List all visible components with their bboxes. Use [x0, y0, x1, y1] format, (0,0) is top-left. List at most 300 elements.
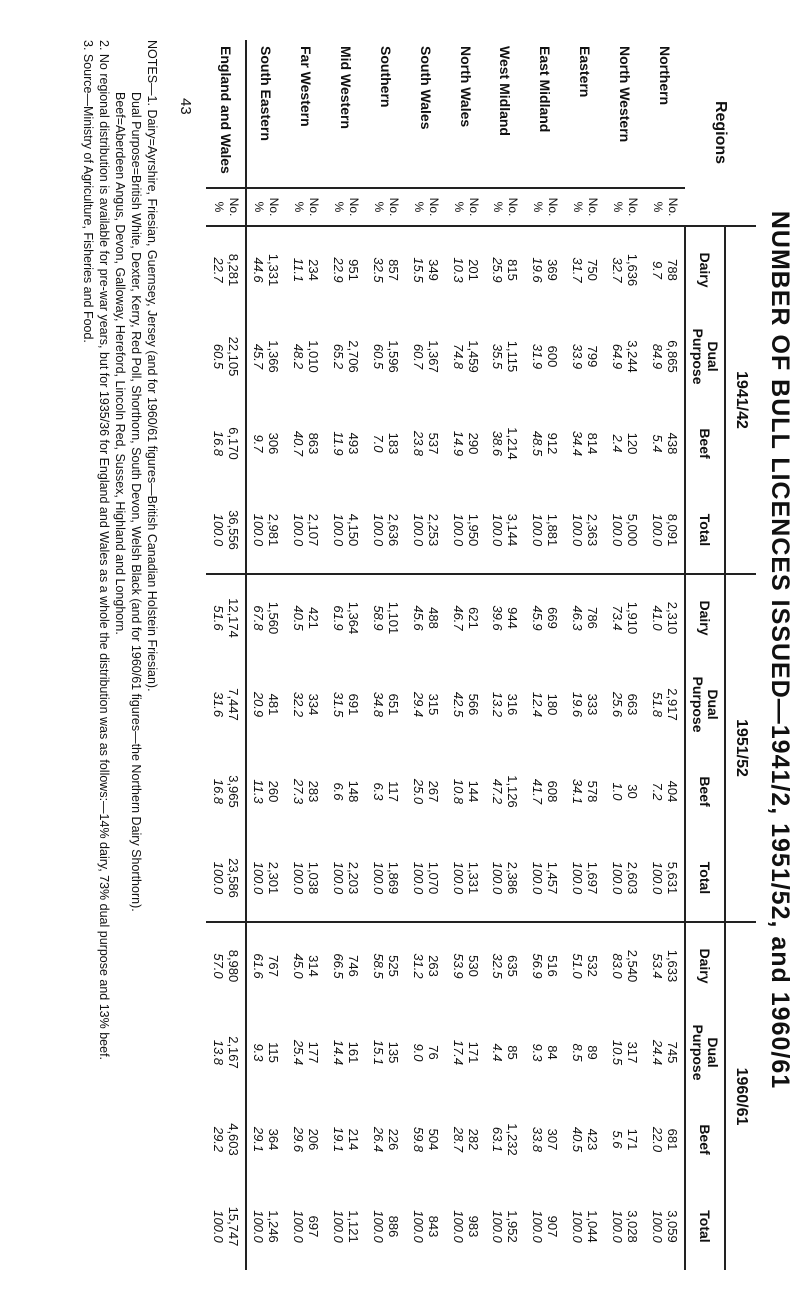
unit-labels: [366, 188, 406, 226]
percent-value: 15.1: [370, 1039, 386, 1066]
unit-labels: [326, 188, 366, 226]
table-cell: [605, 835, 645, 922]
region-name: South Eastern: [246, 40, 286, 188]
percent-value: 38.6: [490, 430, 506, 457]
unit-label: %: [371, 201, 386, 213]
percent-value: 84.9: [649, 343, 665, 370]
count-value: 912: [545, 432, 561, 455]
table-cell: [605, 1183, 645, 1270]
table-cell: [446, 1183, 486, 1270]
table-cell: [645, 1183, 685, 1270]
count-value: 6,170: [225, 427, 241, 460]
percent-value: 24.4: [649, 1039, 665, 1066]
percent-value: 8.5: [570, 1043, 586, 1062]
region-name: East Midland: [525, 40, 565, 188]
table-cell: [326, 661, 366, 748]
table-cell: [326, 1096, 366, 1183]
column-header: Dairy: [685, 574, 725, 661]
percent-value: 83.0: [610, 953, 626, 979]
percent-value: 6.3: [370, 782, 386, 801]
percent-value: 13.2: [490, 691, 506, 718]
count-value: 315: [425, 693, 441, 716]
count-value: 516: [545, 955, 561, 977]
table-cell: [406, 922, 446, 1009]
percent-value: 100.0: [410, 861, 426, 895]
table-row: [565, 40, 605, 1270]
note-line: NOTES—1. Dairy=Ayrshire, Friesian, Guernsey, Jersey (and for 1960/61 figures—British Canadian Holstein Friesian).: [145, 40, 159, 692]
count-value: 180: [545, 693, 561, 716]
percent-value: 12.4: [530, 691, 546, 718]
column-header: Beef: [685, 400, 725, 487]
table-cell: [246, 1009, 286, 1096]
percent-value: 46.7: [450, 605, 466, 631]
percent-value: 100.0: [330, 513, 346, 547]
table-cell: [286, 1183, 326, 1270]
percent-value: 40.5: [570, 1126, 586, 1153]
count-value: 171: [625, 1128, 641, 1151]
percent-value: 60.5: [370, 343, 386, 370]
notes: [80, 40, 160, 1270]
count-value: 3,244: [625, 340, 641, 373]
percent-value: 33.8: [530, 1126, 546, 1153]
percent-value: 57.0: [210, 953, 226, 979]
table-cell: [565, 1096, 605, 1183]
table-cell: [645, 748, 685, 835]
percent-value: 16.8: [210, 430, 226, 457]
percent-value: 100.0: [370, 513, 386, 547]
table-cell: [565, 835, 605, 922]
unit-label: No.: [586, 197, 601, 217]
table-cell: [286, 1009, 326, 1096]
percent-value: 40.7: [290, 430, 306, 457]
table-cell: [326, 226, 366, 313]
table-cell: [206, 1183, 246, 1270]
percent-value: 10.5: [610, 1039, 626, 1066]
count-value: 786: [585, 607, 601, 629]
count-value: 8,091: [664, 513, 680, 547]
percent-value: 5.6: [610, 1130, 626, 1149]
column-header: Dual Purpose: [685, 661, 725, 748]
table-cell: [366, 1096, 406, 1183]
table-cell: [605, 487, 645, 574]
count-value: 745: [664, 1041, 680, 1064]
table-cell: [366, 226, 406, 313]
table-cell: [286, 922, 326, 1009]
percent-value: 64.9: [610, 343, 626, 370]
percent-value: 100.0: [570, 1210, 586, 1243]
percent-value: 100.0: [490, 513, 506, 547]
table-cell: [446, 661, 486, 748]
percent-value: 22.7: [210, 257, 226, 283]
table-cell: [645, 661, 685, 748]
percent-value: 31.6: [210, 691, 226, 718]
count-value: 3,059: [664, 1210, 680, 1243]
percent-value: 53.4: [649, 953, 665, 979]
table-cell: [406, 748, 446, 835]
table-cell: [206, 1009, 246, 1096]
percent-value: 11.3: [251, 779, 267, 804]
percent-value: 100.0: [490, 1210, 506, 1243]
percent-value: 100.0: [649, 513, 665, 547]
column-header: Dairy: [685, 922, 725, 1009]
count-value: 1,366: [266, 340, 282, 373]
table-cell: [406, 1009, 446, 1096]
table-cell: [525, 400, 565, 487]
percent-value: 100.0: [330, 861, 346, 895]
percent-value: 100.0: [370, 861, 386, 895]
unit-label: No.: [386, 197, 401, 217]
count-value: 2,107: [305, 513, 321, 547]
table-cell: [525, 574, 565, 661]
table-cell: [406, 487, 446, 574]
table-row: [525, 40, 565, 1270]
count-value: 8,980: [225, 949, 241, 983]
count-value: 566: [465, 693, 481, 716]
unit-labels: [206, 188, 246, 226]
table-cell: [485, 661, 525, 748]
table-cell: [525, 661, 565, 748]
count-value: 2,540: [625, 949, 641, 983]
count-value: 1,364: [345, 601, 361, 635]
count-value: 334: [305, 693, 321, 716]
count-value: 314: [305, 955, 321, 977]
count-value: 4,150: [345, 513, 361, 547]
count-value: 1,101: [385, 601, 401, 635]
table-cell: [446, 835, 486, 922]
count-value: 1,636: [625, 253, 641, 287]
count-value: 746: [345, 955, 361, 977]
count-value: 2,167: [225, 1036, 241, 1069]
percent-value: 32.7: [610, 257, 626, 283]
unit-labels: [645, 188, 685, 226]
percent-value: 59.8: [410, 1126, 426, 1153]
count-value: 843: [425, 1215, 441, 1238]
table-cell: [565, 1183, 605, 1270]
percent-value: 31.7: [570, 257, 586, 283]
percent-value: 7.2: [649, 782, 665, 801]
unit-labels: [446, 188, 486, 226]
count-value: 177: [305, 1041, 321, 1064]
count-value: 171: [465, 1041, 481, 1064]
table-cell: [565, 1009, 605, 1096]
count-value: 815: [505, 259, 521, 281]
table-cell: [605, 1009, 645, 1096]
count-value: 863: [305, 432, 321, 455]
table-cell: [406, 400, 446, 487]
unit-label: %: [291, 201, 306, 213]
count-value: 1,952: [505, 1210, 521, 1243]
unit-label: %: [491, 201, 506, 213]
percent-value: 15.5: [410, 257, 426, 283]
percent-value: 58.9: [370, 605, 386, 631]
table-cell: [485, 748, 525, 835]
count-value: 635: [505, 955, 521, 977]
count-value: 316: [505, 693, 521, 716]
count-value: 1,214: [505, 427, 521, 460]
table-cell: [286, 226, 326, 313]
table-row: [206, 40, 246, 1270]
percent-value: 100.0: [649, 1210, 665, 1243]
column-header: Total: [685, 1183, 725, 1270]
period-header: 1951/52: [725, 574, 756, 922]
count-value: 488: [425, 607, 441, 629]
table-row: [246, 40, 286, 1270]
percent-value: 100.0: [251, 861, 267, 895]
percent-value: 19.1: [330, 1126, 346, 1153]
count-value: 8,281: [225, 253, 241, 287]
count-value: 2,981: [266, 513, 282, 547]
count-value: 608: [545, 780, 561, 803]
percent-value: 63.1: [490, 1126, 506, 1153]
count-value: 951: [345, 259, 361, 281]
region-name: Northern: [645, 40, 685, 188]
percent-value: 34.1: [570, 778, 586, 805]
table-cell: [645, 400, 685, 487]
percent-value: 31.9: [530, 343, 546, 370]
percent-value: 100.0: [610, 513, 626, 547]
percent-value: 31.2: [410, 953, 426, 979]
count-value: 2,310: [664, 601, 680, 635]
percent-value: 100.0: [490, 861, 506, 895]
region-name: Far Western: [286, 40, 326, 188]
unit-labels: [286, 188, 326, 226]
percent-value: 28.7: [450, 1126, 466, 1153]
count-value: 2,253: [425, 513, 441, 547]
table-cell: [645, 226, 685, 313]
percent-value: 100.0: [530, 1210, 546, 1243]
percent-value: 16.8: [210, 778, 226, 805]
unit-label: No.: [626, 197, 641, 217]
table-cell: [326, 574, 366, 661]
count-value: 135: [385, 1041, 401, 1064]
table-row: [485, 40, 525, 1270]
count-value: 767: [266, 955, 282, 977]
table-cell: [366, 1009, 406, 1096]
count-value: 148: [345, 780, 361, 803]
percent-value: 45.6: [410, 605, 426, 631]
percent-value: 100.0: [530, 861, 546, 895]
percent-value: 9.3: [530, 1043, 546, 1062]
table-cell: [645, 1096, 685, 1183]
table-cell: [525, 1096, 565, 1183]
percent-value: 45.7: [251, 343, 267, 370]
count-value: 2,301: [266, 861, 282, 895]
percent-value: 10.8: [450, 778, 466, 805]
count-value: 2,706: [345, 340, 361, 373]
count-value: 537: [425, 432, 441, 455]
percent-value: 100.0: [210, 513, 226, 547]
unit-label: %: [571, 201, 586, 213]
count-value: 886: [385, 1215, 401, 1238]
count-value: 532: [585, 955, 601, 977]
count-value: 120: [625, 432, 641, 455]
unit-label: %: [411, 201, 426, 213]
percent-value: 100.0: [251, 1210, 267, 1243]
percent-value: 66.5: [330, 953, 346, 979]
table-cell: [525, 313, 565, 400]
count-value: 799: [585, 345, 601, 368]
percent-value: 100.0: [210, 1210, 226, 1243]
percent-value: 39.6: [490, 605, 506, 631]
percent-value: 73.4: [610, 605, 626, 631]
percent-value: 32.5: [370, 257, 386, 283]
table-cell: [246, 1096, 286, 1183]
table-cell: [246, 400, 286, 487]
unit-label: No.: [226, 197, 241, 217]
count-value: 183: [385, 432, 401, 455]
count-value: 2,363: [585, 513, 601, 547]
percent-value: 100.0: [210, 861, 226, 895]
table-cell: [286, 1096, 326, 1183]
page-title: NUMBER OF BULL LICENCES ISSUED—1941/2, 1951/52, and 1960/61: [766, 210, 794, 1090]
table-cell: [446, 313, 486, 400]
unit-labels: [246, 188, 286, 226]
table-cell: [645, 922, 685, 1009]
unit-label: %: [651, 201, 666, 213]
count-value: 3,144: [505, 513, 521, 547]
count-value: 161: [345, 1041, 361, 1064]
count-value: 115: [266, 1042, 282, 1063]
period-header-row: [725, 40, 756, 1270]
count-value: 201: [465, 259, 481, 281]
count-value: 117: [385, 781, 401, 802]
count-value: 788: [664, 259, 680, 281]
table-cell: [605, 1096, 645, 1183]
percent-value: 74.8: [450, 343, 466, 370]
count-value: 1,038: [305, 861, 321, 895]
percent-value: 25.9: [490, 257, 506, 283]
unit-label: %: [531, 201, 546, 213]
table-cell: [645, 835, 685, 922]
percent-value: 9.7: [251, 434, 267, 453]
table-cell: [286, 748, 326, 835]
table-cell: [406, 661, 446, 748]
count-value: 1,115: [505, 340, 521, 373]
table-cell: [565, 922, 605, 1009]
column-header: Dual Purpose: [685, 1009, 725, 1096]
count-value: 1,459: [465, 340, 481, 373]
count-value: 814: [585, 432, 601, 455]
count-value: 260: [266, 780, 282, 803]
percent-value: 26.4: [370, 1126, 386, 1153]
count-value: 1,331: [465, 861, 481, 895]
percent-value: 11.1: [290, 257, 306, 283]
percent-value: 27.3: [290, 778, 306, 805]
note-line: 3. Source—Ministry of Agriculture, Fisheries and Food.: [81, 40, 95, 343]
percent-value: 32.2: [290, 691, 306, 718]
percent-value: 48.5: [530, 430, 546, 457]
percent-value: 100.0: [450, 861, 466, 895]
count-value: 750: [585, 259, 601, 281]
unit-label: %: [451, 201, 466, 213]
percent-value: 61.9: [330, 605, 346, 631]
table-cell: [286, 661, 326, 748]
table-cell: [485, 487, 525, 574]
column-header: Beef: [685, 748, 725, 835]
table-cell: [406, 313, 446, 400]
table-cell: [485, 574, 525, 661]
percent-value: 100.0: [610, 1210, 626, 1243]
region-name: North Wales: [446, 40, 486, 188]
percent-value: 61.6: [251, 953, 267, 979]
column-header: Beef: [685, 1096, 725, 1183]
percent-value: 40.5: [290, 605, 306, 631]
table-row: [446, 40, 486, 1270]
unit-label: %: [211, 201, 226, 213]
count-value: 2,917: [664, 688, 680, 721]
column-header: Total: [685, 487, 725, 574]
table-cell: [605, 922, 645, 1009]
region-name: North Western: [605, 40, 645, 188]
unit-label: %: [611, 201, 626, 213]
count-value: 504: [425, 1128, 441, 1151]
count-value: 1,950: [465, 513, 481, 547]
count-value: 2,603: [625, 861, 641, 895]
table-cell: [286, 574, 326, 661]
table-cell: [485, 1183, 525, 1270]
percent-value: 2.4: [610, 434, 626, 453]
count-value: 525: [385, 955, 401, 977]
count-value: 206: [305, 1128, 321, 1151]
table-cell: [645, 313, 685, 400]
count-value: 84: [545, 1045, 561, 1060]
percent-value: 19.6: [530, 257, 546, 283]
count-value: 1,070: [425, 861, 441, 895]
table-cell: [206, 313, 246, 400]
table-cell: [485, 400, 525, 487]
percent-value: 100.0: [290, 1210, 306, 1243]
table-cell: [605, 226, 645, 313]
table-cell: [326, 400, 366, 487]
region-name: Eastern: [565, 40, 605, 188]
percent-value: 100.0: [251, 513, 267, 547]
table-cell: [286, 487, 326, 574]
count-value: 282: [465, 1128, 481, 1151]
note-line: Beef=Aberdeen Angus, Devon, Galloway, Hereford, Lincoln Red, Sussex, Highland and Longhorn.: [113, 92, 127, 635]
unit-labels: [565, 188, 605, 226]
table-cell: [565, 400, 605, 487]
table-cell: [246, 574, 286, 661]
count-value: 1,126: [505, 775, 521, 808]
count-value: 1,910: [625, 601, 641, 635]
table-cell: [446, 1009, 486, 1096]
table-cell: [525, 835, 565, 922]
count-value: 3,965: [225, 775, 241, 808]
table-cell: [525, 1009, 565, 1096]
table-cell: [286, 835, 326, 922]
percent-value: 58.5: [370, 953, 386, 979]
count-value: 493: [345, 432, 361, 455]
table-row: [645, 40, 685, 1270]
table-cell: [406, 1183, 446, 1270]
table-cell: [326, 487, 366, 574]
percent-value: 45.9: [530, 605, 546, 631]
count-value: 1,367: [425, 340, 441, 373]
table-cell: [645, 574, 685, 661]
percent-value: 100.0: [570, 861, 586, 895]
count-value: 944: [505, 607, 521, 629]
percent-value: 31.5: [330, 691, 346, 718]
region-name: Mid Western: [326, 40, 366, 188]
count-value: 15,747: [225, 1206, 241, 1247]
unit-label: %: [331, 201, 346, 213]
percent-value: 22.0: [649, 1126, 665, 1153]
unit-labels: [605, 188, 645, 226]
table-cell: [446, 1096, 486, 1183]
table-cell: [605, 574, 645, 661]
count-value: 983: [465, 1215, 481, 1238]
percent-value: 42.5: [450, 691, 466, 718]
